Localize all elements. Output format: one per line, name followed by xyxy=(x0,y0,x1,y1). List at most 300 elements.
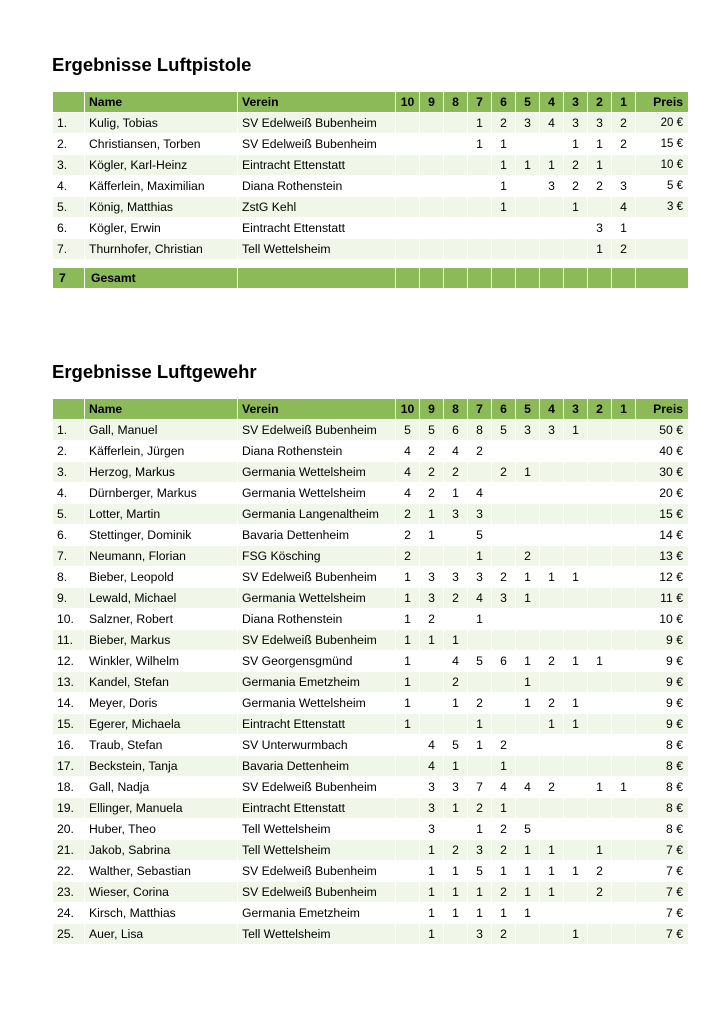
score-cell: 2 xyxy=(420,483,444,504)
verein-cell: SV Edelweiß Bubenheim xyxy=(238,777,396,798)
score-cell: 3 xyxy=(420,798,444,819)
score-cell: 2 xyxy=(420,441,444,462)
score-cell: 1 xyxy=(396,567,420,588)
header-score: 10 xyxy=(396,399,420,420)
score-cell xyxy=(564,462,588,483)
score-cell: 5 xyxy=(468,525,492,546)
score-cell xyxy=(444,218,468,239)
score-cell xyxy=(540,462,564,483)
score-cell xyxy=(420,197,444,218)
header-score: 6 xyxy=(492,399,516,420)
total-label: Gesamt xyxy=(85,268,238,289)
score-cell: 1 xyxy=(492,861,516,882)
score-cell: 5 xyxy=(468,651,492,672)
header-score: 4 xyxy=(540,399,564,420)
score-cell: 5 xyxy=(516,819,540,840)
score-cell xyxy=(612,693,636,714)
score-cell: 1 xyxy=(564,924,588,945)
score-cell: 1 xyxy=(492,903,516,924)
score-cell xyxy=(540,525,564,546)
name-cell: Lewald, Michael xyxy=(85,588,238,609)
score-cell xyxy=(588,525,612,546)
score-cell xyxy=(468,756,492,777)
score-cell xyxy=(468,672,492,693)
score-cell xyxy=(540,218,564,239)
score-cell: 5 xyxy=(492,420,516,441)
score-cell xyxy=(564,483,588,504)
score-cell: 1 xyxy=(564,651,588,672)
table-row xyxy=(53,798,689,819)
score-cell xyxy=(564,777,588,798)
table-row xyxy=(53,462,689,483)
score-cell: 6 xyxy=(492,651,516,672)
score-cell: 1 xyxy=(516,672,540,693)
total-empty-cell xyxy=(516,268,540,289)
score-cell: 5 xyxy=(444,735,468,756)
score-cell xyxy=(540,735,564,756)
preis-cell: 20 € xyxy=(636,483,689,504)
table-row xyxy=(53,483,689,504)
luftgewehr-table xyxy=(52,398,689,945)
table-row xyxy=(53,714,689,735)
name-cell: Meyer, Doris xyxy=(85,693,238,714)
table-row xyxy=(53,134,689,155)
score-cell xyxy=(516,630,540,651)
score-cell xyxy=(396,155,420,176)
score-cell xyxy=(516,504,540,525)
luftpistole-table xyxy=(52,91,689,289)
name-cell: Walther, Sebastian xyxy=(85,861,238,882)
table-row xyxy=(53,756,689,777)
verein-cell: Tell Wettelsheim xyxy=(238,239,396,260)
score-cell xyxy=(612,861,636,882)
score-cell xyxy=(492,218,516,239)
header-score: 7 xyxy=(468,399,492,420)
score-cell xyxy=(588,630,612,651)
total-empty-cell xyxy=(444,268,468,289)
rank-cell: 7. xyxy=(53,546,85,567)
rank-cell: 6. xyxy=(53,525,85,546)
score-cell: 1 xyxy=(492,155,516,176)
score-cell: 1 xyxy=(516,903,540,924)
score-cell: 1 xyxy=(396,693,420,714)
score-cell: 1 xyxy=(444,903,468,924)
score-cell: 1 xyxy=(540,840,564,861)
rank-cell: 16. xyxy=(53,735,85,756)
score-cell: 4 xyxy=(516,777,540,798)
score-cell: 1 xyxy=(444,882,468,903)
rank-cell: 12. xyxy=(53,651,85,672)
score-cell xyxy=(396,819,420,840)
score-cell: 1 xyxy=(468,903,492,924)
verein-cell: Germania Wettelsheim xyxy=(238,462,396,483)
score-cell xyxy=(420,714,444,735)
score-cell xyxy=(564,504,588,525)
score-cell xyxy=(564,840,588,861)
header-score: 1 xyxy=(612,92,636,113)
preis-cell: 5 € xyxy=(636,176,689,197)
name-cell: Kirsch, Matthias xyxy=(85,903,238,924)
score-cell: 1 xyxy=(444,693,468,714)
rank-cell: 14. xyxy=(53,693,85,714)
header-name: Name xyxy=(85,92,238,113)
table-row xyxy=(53,672,689,693)
verein-cell: Eintracht Ettenstatt xyxy=(238,218,396,239)
verein-cell: SV Edelweiß Bubenheim xyxy=(238,630,396,651)
table-row xyxy=(53,504,689,525)
score-cell xyxy=(564,588,588,609)
score-cell: 2 xyxy=(492,924,516,945)
score-cell: 1 xyxy=(564,567,588,588)
name-cell: Ellinger, Manuela xyxy=(85,798,238,819)
score-cell: 4 xyxy=(540,113,564,134)
score-cell xyxy=(420,672,444,693)
score-cell: 2 xyxy=(588,176,612,197)
header-preis: Preis xyxy=(636,399,689,420)
score-cell xyxy=(516,798,540,819)
verein-cell: Bavaria Dettenheim xyxy=(238,756,396,777)
score-cell: 3 xyxy=(468,504,492,525)
verein-cell: SV Georgensgmünd xyxy=(238,651,396,672)
verein-cell: Eintracht Ettenstatt xyxy=(238,798,396,819)
score-cell xyxy=(468,176,492,197)
table-row xyxy=(53,903,689,924)
verein-cell: SV Edelweiß Bubenheim xyxy=(238,567,396,588)
name-cell: Beckstein, Tanja xyxy=(85,756,238,777)
rank-cell: 22. xyxy=(53,861,85,882)
score-cell xyxy=(612,882,636,903)
score-cell xyxy=(420,113,444,134)
preis-cell: 13 € xyxy=(636,546,689,567)
header-score: 6 xyxy=(492,92,516,113)
rank-cell: 2. xyxy=(53,441,85,462)
score-cell: 5 xyxy=(420,420,444,441)
table-row xyxy=(53,861,689,882)
verein-cell: Bavaria Dettenheim xyxy=(238,525,396,546)
score-cell: 3 xyxy=(612,176,636,197)
score-cell xyxy=(396,861,420,882)
name-cell: Neumann, Florian xyxy=(85,546,238,567)
score-cell xyxy=(540,483,564,504)
score-cell: 1 xyxy=(444,861,468,882)
score-cell xyxy=(396,756,420,777)
score-cell xyxy=(588,609,612,630)
name-cell: Bieber, Leopold xyxy=(85,567,238,588)
score-cell xyxy=(612,609,636,630)
score-cell: 1 xyxy=(468,819,492,840)
score-cell: 1 xyxy=(540,861,564,882)
verein-cell: ZstG Kehl xyxy=(238,197,396,218)
score-cell: 3 xyxy=(516,420,540,441)
table-row xyxy=(53,882,689,903)
score-cell xyxy=(540,546,564,567)
luftgewehr-title: Ergebnisse Luftgewehr xyxy=(52,361,257,382)
score-cell xyxy=(540,672,564,693)
score-cell: 3 xyxy=(468,924,492,945)
table-row xyxy=(53,525,689,546)
table-row xyxy=(53,651,689,672)
score-cell xyxy=(612,588,636,609)
score-cell xyxy=(540,504,564,525)
table-row xyxy=(53,197,689,218)
score-cell xyxy=(564,882,588,903)
score-cell: 2 xyxy=(444,462,468,483)
name-cell: Gall, Manuel xyxy=(85,420,238,441)
score-cell xyxy=(444,113,468,134)
score-cell xyxy=(420,693,444,714)
header-name: Name xyxy=(85,399,238,420)
score-cell xyxy=(588,504,612,525)
name-cell: Kandel, Stefan xyxy=(85,672,238,693)
verein-cell: SV Edelweiß Bubenheim xyxy=(238,861,396,882)
preis-cell xyxy=(636,239,689,260)
score-cell xyxy=(540,924,564,945)
score-cell: 1 xyxy=(588,777,612,798)
score-cell: 1 xyxy=(564,714,588,735)
total-empty-cell xyxy=(492,268,516,289)
score-cell xyxy=(588,441,612,462)
score-cell xyxy=(588,714,612,735)
verein-cell: Germania Wettelsheim xyxy=(238,693,396,714)
score-cell: 1 xyxy=(396,630,420,651)
score-cell: 4 xyxy=(396,441,420,462)
name-cell: Gall, Nadja xyxy=(85,777,238,798)
rank-cell: 15. xyxy=(53,714,85,735)
score-cell xyxy=(516,735,540,756)
score-cell: 1 xyxy=(492,756,516,777)
score-cell: 3 xyxy=(588,113,612,134)
score-cell xyxy=(588,672,612,693)
score-cell: 2 xyxy=(588,882,612,903)
table-row xyxy=(53,420,689,441)
score-cell: 1 xyxy=(540,714,564,735)
score-cell xyxy=(564,525,588,546)
score-cell xyxy=(492,630,516,651)
score-cell xyxy=(468,239,492,260)
score-cell: 1 xyxy=(420,525,444,546)
header-rank xyxy=(53,399,85,420)
score-cell: 1 xyxy=(492,176,516,197)
score-cell xyxy=(612,567,636,588)
score-cell xyxy=(444,134,468,155)
score-cell: 1 xyxy=(516,861,540,882)
score-cell xyxy=(396,924,420,945)
score-cell xyxy=(396,239,420,260)
score-cell xyxy=(612,630,636,651)
preis-cell: 7 € xyxy=(636,903,689,924)
score-cell xyxy=(420,239,444,260)
score-cell xyxy=(612,546,636,567)
verein-cell: Tell Wettelsheim xyxy=(238,840,396,861)
score-cell: 1 xyxy=(564,693,588,714)
score-cell xyxy=(540,798,564,819)
header-score: 8 xyxy=(444,399,468,420)
score-cell: 2 xyxy=(540,693,564,714)
total-empty-cell xyxy=(564,268,588,289)
preis-cell: 9 € xyxy=(636,714,689,735)
rank-cell: 13. xyxy=(53,672,85,693)
score-cell: 2 xyxy=(492,819,516,840)
score-cell xyxy=(396,840,420,861)
total-empty-cell xyxy=(636,268,689,289)
total-row xyxy=(53,268,689,289)
score-cell xyxy=(564,609,588,630)
verein-cell: Germania Wettelsheim xyxy=(238,588,396,609)
score-cell xyxy=(516,609,540,630)
verein-cell: Eintracht Ettenstatt xyxy=(238,155,396,176)
name-cell: König, Matthias xyxy=(85,197,238,218)
table-row xyxy=(53,777,689,798)
score-cell xyxy=(516,483,540,504)
score-cell xyxy=(396,735,420,756)
score-cell: 2 xyxy=(468,441,492,462)
table-row xyxy=(53,924,689,945)
score-cell: 1 xyxy=(516,693,540,714)
header-score: 4 xyxy=(540,92,564,113)
score-cell: 1 xyxy=(396,609,420,630)
score-cell: 1 xyxy=(516,840,540,861)
score-cell: 2 xyxy=(492,462,516,483)
header-score: 3 xyxy=(564,399,588,420)
preis-cell: 11 € xyxy=(636,588,689,609)
name-cell: Winkler, Wilhelm xyxy=(85,651,238,672)
table-row xyxy=(53,840,689,861)
score-cell xyxy=(444,609,468,630)
preis-cell xyxy=(636,218,689,239)
score-cell: 2 xyxy=(612,239,636,260)
score-cell: 1 xyxy=(516,462,540,483)
score-cell: 2 xyxy=(516,546,540,567)
preis-cell: 12 € xyxy=(636,567,689,588)
score-cell: 2 xyxy=(492,735,516,756)
score-cell xyxy=(396,903,420,924)
name-cell: Auer, Lisa xyxy=(85,924,238,945)
score-cell: 1 xyxy=(492,197,516,218)
name-cell: Kögler, Karl-Heinz xyxy=(85,155,238,176)
name-cell: Traub, Stefan xyxy=(85,735,238,756)
score-cell xyxy=(612,924,636,945)
score-cell xyxy=(540,609,564,630)
rank-cell: 10. xyxy=(53,609,85,630)
score-cell xyxy=(444,714,468,735)
score-cell: 1 xyxy=(444,483,468,504)
verein-cell: Tell Wettelsheim xyxy=(238,819,396,840)
score-cell xyxy=(612,483,636,504)
score-cell: 3 xyxy=(420,819,444,840)
header-score: 5 xyxy=(516,399,540,420)
total-empty-cell xyxy=(468,268,492,289)
score-cell: 1 xyxy=(540,155,564,176)
total-empty-cell xyxy=(420,268,444,289)
score-cell xyxy=(492,441,516,462)
score-cell: 4 xyxy=(420,756,444,777)
rank-cell: 17. xyxy=(53,756,85,777)
score-cell: 2 xyxy=(444,588,468,609)
preis-cell: 30 € xyxy=(636,462,689,483)
score-cell xyxy=(516,176,540,197)
score-cell xyxy=(516,441,540,462)
score-cell xyxy=(540,134,564,155)
score-cell: 2 xyxy=(492,113,516,134)
score-cell xyxy=(540,630,564,651)
score-cell: 1 xyxy=(396,651,420,672)
score-cell: 1 xyxy=(444,630,468,651)
total-empty-cell xyxy=(612,268,636,289)
score-cell xyxy=(588,819,612,840)
verein-cell: Diana Rothenstein xyxy=(238,441,396,462)
score-cell: 3 xyxy=(468,567,492,588)
score-cell xyxy=(588,903,612,924)
score-cell xyxy=(588,798,612,819)
score-cell xyxy=(540,756,564,777)
score-cell xyxy=(564,630,588,651)
table-row xyxy=(53,113,689,134)
header-row xyxy=(53,92,689,113)
score-cell: 2 xyxy=(564,155,588,176)
preis-cell: 7 € xyxy=(636,924,689,945)
luftpistole-title: Ergebnisse Luftpistole xyxy=(52,54,252,75)
total-empty-cell xyxy=(588,268,612,289)
score-cell: 2 xyxy=(540,651,564,672)
name-cell: Kögler, Erwin xyxy=(85,218,238,239)
score-cell: 2 xyxy=(444,840,468,861)
score-cell xyxy=(420,134,444,155)
score-cell: 2 xyxy=(492,567,516,588)
score-cell: 1 xyxy=(468,546,492,567)
score-cell xyxy=(516,525,540,546)
score-cell: 1 xyxy=(468,609,492,630)
score-cell: 2 xyxy=(468,693,492,714)
score-cell: 1 xyxy=(564,134,588,155)
score-cell: 3 xyxy=(540,420,564,441)
score-cell xyxy=(540,441,564,462)
rank-cell: 7. xyxy=(53,239,85,260)
score-cell: 3 xyxy=(564,113,588,134)
score-cell: 1 xyxy=(468,882,492,903)
table-row xyxy=(53,609,689,630)
rank-cell: 18. xyxy=(53,777,85,798)
preis-cell: 8 € xyxy=(636,819,689,840)
score-cell: 3 xyxy=(516,113,540,134)
score-cell xyxy=(396,777,420,798)
verein-cell: Germania Emetzheim xyxy=(238,672,396,693)
score-cell xyxy=(444,155,468,176)
score-cell xyxy=(420,176,444,197)
score-cell: 1 xyxy=(540,567,564,588)
score-cell: 1 xyxy=(612,218,636,239)
score-cell: 2 xyxy=(564,176,588,197)
score-cell: 1 xyxy=(588,651,612,672)
rank-cell: 24. xyxy=(53,903,85,924)
score-cell: 4 xyxy=(420,735,444,756)
header-score: 9 xyxy=(420,399,444,420)
score-cell xyxy=(612,798,636,819)
score-cell xyxy=(396,218,420,239)
score-cell: 2 xyxy=(492,882,516,903)
rank-cell: 3. xyxy=(53,462,85,483)
table-row xyxy=(53,693,689,714)
score-cell xyxy=(492,693,516,714)
rank-cell: 5. xyxy=(53,504,85,525)
preis-cell: 15 € xyxy=(636,504,689,525)
preis-cell: 9 € xyxy=(636,630,689,651)
rank-cell: 3. xyxy=(53,155,85,176)
spacer-row xyxy=(53,260,689,268)
score-cell: 1 xyxy=(564,420,588,441)
score-cell: 4 xyxy=(396,462,420,483)
score-cell xyxy=(588,420,612,441)
score-cell: 4 xyxy=(612,197,636,218)
